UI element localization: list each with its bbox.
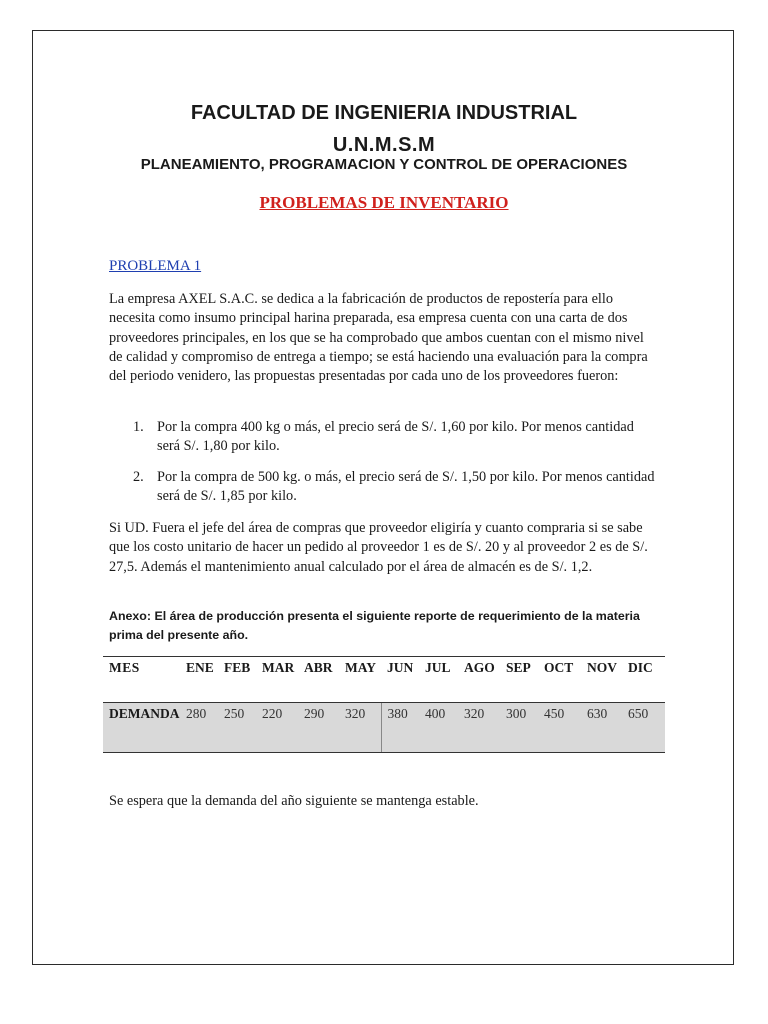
demand-cell: 400 [419, 703, 458, 753]
demand-cell: 380 [381, 703, 419, 753]
month-cell: NOV [581, 657, 622, 703]
demand-cell: 220 [256, 703, 298, 753]
demand-table [103, 656, 665, 753]
university-heading: U.N.M.S.M [332, 134, 436, 156]
month-cell: SEP [500, 657, 538, 703]
course-heading: PLANEAMIENTO, PROGRAMACION Y CONTROL DE OPERACIONES [140, 156, 628, 173]
demand-cell: 320 [458, 703, 500, 753]
demand-cell: 450 [538, 703, 581, 753]
demand-cell: 630 [581, 703, 622, 753]
problem-heading: PROBLEMA 1 [109, 258, 202, 274]
month-cell: MAR [256, 657, 298, 703]
month-cell: MAY [339, 657, 381, 703]
demand-cell: 650 [622, 703, 665, 753]
offer-number: 1. [133, 419, 144, 435]
offer-number: 2. [133, 469, 144, 485]
demand-row-label: DEMANDA [103, 703, 180, 753]
offer-text: Por la compra 400 kg o más, el precio será de S/. 1,60 por kilo. Por menos cantidad será S/. 1,80 por kilo. [157, 419, 634, 455]
intro-paragraph: La empresa AXEL S.A.C. se dedica a la fabricación de productos de repostería para ello necesita como insumo principal harina preparada, esa empresa cuenta con una carta de dos proveedores principales, en los que se ha comprobado que ambos cuentan con el mismo nivel de calidad y compromiso de entrega a tiempo; se está haciendo una evaluación para la compra del periodo venidero, las propuestas presentadas por cada uno de los proveedores fueron: [109, 291, 648, 385]
demand-cell: 320 [339, 703, 381, 753]
month-cell: FEB [218, 657, 256, 703]
month-row-label: MES [103, 657, 180, 703]
demand-cell: 290 [298, 703, 339, 753]
month-cell: ENE [180, 657, 218, 703]
closing-paragraph: Se espera que la demanda del año siguiente se mantenga estable. [109, 793, 479, 809]
demand-cell: 280 [180, 703, 218, 753]
annex-text: El área de producción presenta el siguiente reporte de requerimiento de la materia prima del presente año. [109, 609, 640, 642]
month-cell: JUL [419, 657, 458, 703]
offer-text: Por la compra de 500 kg. o más, el precio será de S/. 1,50 por kilo. Por menos cantidad será de S/. 1,85 por kilo. [157, 469, 655, 505]
demand-cell: 300 [500, 703, 538, 753]
question-paragraph: Si UD. Fuera el jefe del área de compras que proveedor eligiría y cuanto compraria si se sabe que los costo unitario de hacer un pedido al proveedor 1 es de S/. 20 y al proveedor 2 es de S/. 27,5. Además el mantenimiento anual calculado por el área de almacén es de S/. 1,2. [109, 520, 648, 575]
month-row [103, 657, 665, 703]
annex-paragraph [109, 607, 657, 645]
demand-row [103, 703, 665, 753]
month-cell: DIC [622, 657, 665, 703]
demand-cell: 250 [218, 703, 256, 753]
document-title: PROBLEMAS DE INVENTARIO [259, 193, 509, 212]
month-cell: OCT [538, 657, 581, 703]
month-cell: JUN [381, 657, 419, 703]
month-cell: ABR [298, 657, 339, 703]
faculty-heading: FACULTAD DE INGENIERIA INDUSTRIAL [190, 102, 578, 124]
annex-label: Anexo: [109, 609, 151, 623]
month-cell: AGO [458, 657, 500, 703]
